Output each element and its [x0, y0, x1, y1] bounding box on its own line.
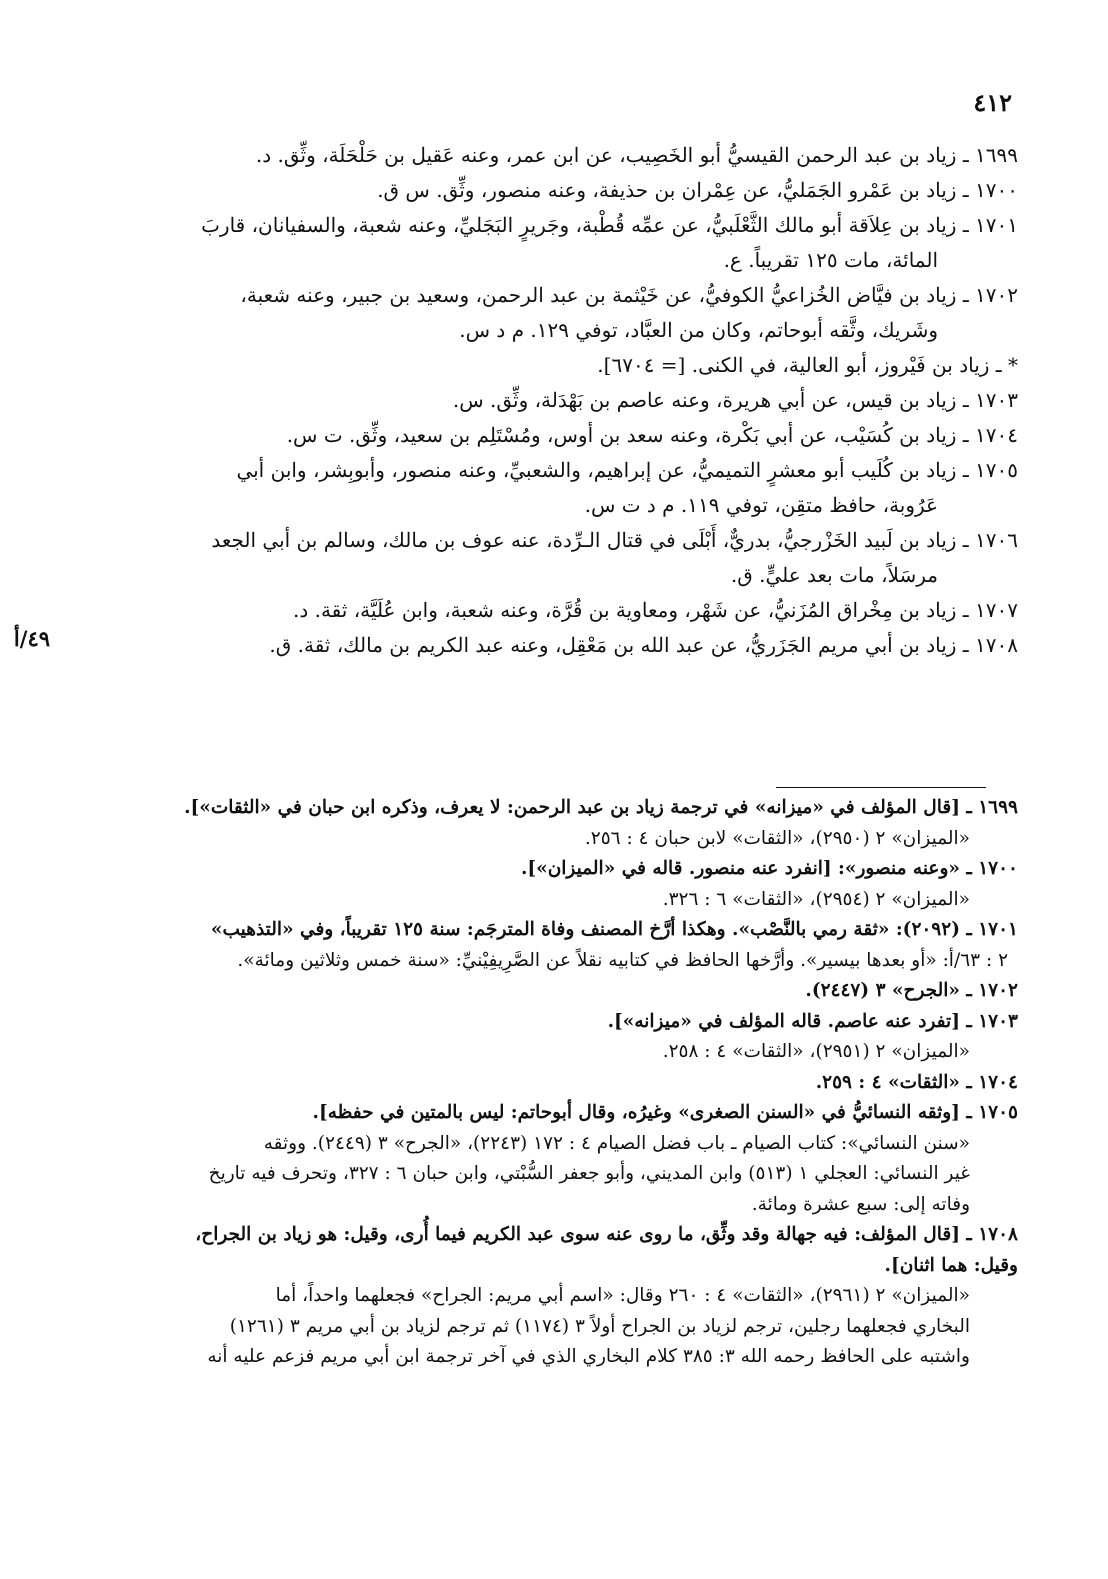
- footnote-continuation: ٢ : ٦٣/أ: «أو بعدها بيسير». وأرَّخها الحافظ في كتابيه نقلاً عن الصَّرِيفِيْنيِّ: «سنة خمس وثلاثين ومائة».: [237, 949, 1008, 971]
- footnote-reference: «الميزان» ٢ (٢٩٥١)، «الثقات» ٤ : ٢٥٨.: [662, 1041, 970, 1062]
- entry-line: ١٧٠٠ ـ زياد بن عَمْرو الجَمَليُّ، عن عِمْران بن حذيفة، وعنه منصور، وثِّق. س ق.: [377, 178, 1018, 202]
- footnote-reference: البخاري فجعلهما رجلين، ترجم لزياد بن الجراح أولاً ٣ (١١٧٤) ثم ترجم لزياد بن أبي مريم ٣ (١٢٦١): [229, 1315, 970, 1337]
- footnote-lead: ١٦٩٩ ـ [قال المؤلف في «ميزانه» في ترجمة زياد بن عبد الرحمن: لا يعرف، وذكره ابن حبان في «الثقات»].: [184, 797, 1018, 818]
- entry-line: * ـ زياد بن فَيْروز، أبو العالية، في الكنى. [= ٦٧٠٤].: [597, 353, 1018, 377]
- entry-line: ١٧٠١ ـ زياد بن عِلاَقة أبو مالك الثَّعْلَبيُّ، عن عمِّه قُطْبة، وجَريرٍ البَجَليِّ، وعنه شعبة، والسفيانان، قاربَ: [201, 213, 1018, 237]
- biography-entry: [28, 278, 1018, 348]
- footnote-lead: ١٧٠٣ ـ [تفرد عنه عاصم. قاله المؤلف في «ميزانه»].: [607, 1010, 1018, 1032]
- entry-line: ١٧٠٨ ـ زياد بن أبي مريم الجَزَريُّ، عن عبد الله بن مَعْقِل، وعنه عبد الكريم بن مالك، ثقة. ق.: [269, 633, 1018, 657]
- entry-continuation: المائة، مات ١٢٥ تقريباً. ع.: [723, 248, 938, 272]
- footnote: [28, 1068, 1018, 1099]
- biography-entry: [28, 383, 1018, 418]
- entry-continuation: عَرُوبة، حافظ متقِن، توفي ١١٩. م د ت س.: [584, 493, 938, 517]
- footnote-reference: واشتبه على الحافظ رحمه الله ٣: ٣٨٥ كلام البخاري الذي في آخر ترجمة ابن أبي مريم فزعم عليه أنه: [207, 1346, 970, 1367]
- entry-line: ١٧٠٢ ـ زياد بن فيَّاض الخُزاعيُّ الكوفيُّ، عن خَيْثمة بن عبد الرحمن، وسعيد بن جبير، وعنه شعبة،: [240, 283, 1018, 307]
- entry-line: ١٧٠٣ ـ زياد بن قيس، عن أبي هريرة، وعنه عاصم بن بَهْدَلة، وثِّق. س.: [452, 388, 1018, 412]
- footnote-reference: «الميزان» ٢ (٢٩٥٤)، «الثقات» ٦ : ٣٢٦.: [662, 888, 970, 910]
- footnote-reference: «الميزان» ٢ (٢٩٥٠)، «الثقات» لابن حبان ٤ : ٢٥٦.: [584, 827, 970, 849]
- biography-entry: [28, 418, 1018, 453]
- biography-entry: [28, 138, 1018, 173]
- footnote: [28, 1098, 1018, 1220]
- biography-entry: [28, 453, 1018, 523]
- footnote-reference: غير النسائي: العجلي ١ (٥١٣) وابن المديني، وأبو جعفر السُّبْتي، وابن حبان ٦ : ٣٢٧، وتحرف فيه تاريخ: [208, 1163, 970, 1184]
- manuscript-folio-note: ٤٩/أ: [13, 626, 50, 651]
- biography-entry: [28, 628, 1018, 663]
- biography-entry: [28, 173, 1018, 208]
- footnote: [28, 1220, 1018, 1373]
- entry-line: ١٧٠٦ ـ زياد بن لَبيد الخَزْرجيُّ، بدريٌّ، أَبْلَى في قتال الـرِّدة، عنه عوف بن مالك، وسالم بن أبي الجعد: [211, 528, 1018, 552]
- footnote-lead: ١٧٠٢ ـ «الجرح» ٣ (٢٤٤٧).: [805, 980, 1018, 1001]
- footnote: [28, 854, 1018, 915]
- footnote: [28, 915, 1018, 976]
- footnote: [28, 976, 1018, 1007]
- footnote-lead: ١٧٠٤ ـ «الثقات» ٤ : ٢٥٩.: [815, 1071, 1018, 1093]
- footnote-reference: «سنن النسائي»: كتاب الصيام ـ باب فضل الصيام ٤ : ١٧٢ (٢٢٤٣)، «الجرح» ٣ (٢٤٤٩). ووثقه: [263, 1132, 970, 1154]
- entry-line: ١٧٠٤ ـ زياد بن كُسَيْب، عن أبي بَكْرة، وعنه سعد بن أوس، ومُسْتَلِم بن سعيد، وثِّق. ت س.: [286, 423, 1018, 447]
- entry-continuation: وشَريك، وثَّقه أبوحاتم، وكان من العبَّاد، توفي ١٢٩. م د س.: [459, 318, 938, 342]
- biography-entry: [28, 523, 1018, 593]
- biography-entry: [28, 593, 1018, 628]
- footnote: [28, 1007, 1018, 1068]
- entry-continuation: مرسَلاً، مات بعد عليٍّ. ق.: [730, 563, 938, 587]
- entry-line: ١٧٠٥ ـ زياد بن كُلَيب أبو معشرٍ التميميُّ، عن إبراهيم، والشعبيِّ، وعنه منصور، وأبوبِشر، وابن أبي: [236, 458, 1018, 482]
- footnote-lead: ١٧٠٥ ـ [وثقه النسائيُّ في «السنن الصغرى» وغيرُه، وقال أبوحاتم: ليس بالمتين في حفظه].: [312, 1102, 1018, 1123]
- footnote-reference: وفاته إلى: سبع عشرة ومائة.: [751, 1193, 970, 1215]
- footnote: [28, 793, 1018, 854]
- footnote-lead: ١٧٠٨ ـ [قال المؤلف: فيه جهالة وقد وثِّق، ما روى عنه سوى عبد الكريم فيما أُرى، وقيل: هو زياد بن الجراح،: [195, 1224, 1018, 1245]
- footnote-lead: ١٧٠١ ـ (٢٠٩٢): «ثقة رمي بالنَّصْب». وهكذا أرَّخ المصنف وفاة المترجَم: سنة ١٢٥ تقريباً، وفي «التذهيب»: [210, 919, 1018, 940]
- footnote-separator: [776, 787, 986, 788]
- main-entries: [28, 138, 1018, 663]
- biography-entry: [28, 208, 1018, 278]
- page-number: ٤١٢: [973, 88, 1012, 117]
- footnote-reference: «الميزان» ٢ (٢٩٦١)، «الثقات» ٤ : ٢٦٠ وقال: «اسم أبي مريم: الجراح» فجعلهما واحداً، أما: [275, 1285, 970, 1306]
- biography-entry: [28, 348, 1018, 383]
- entry-line: ١٧٠٧ ـ زياد بن مِخْراق المُزَنيُّ، عن شَهْر، ومعاوية بن قُرَّة، وعنه شعبة، وابن عُلَيَّة، ثقة. د.: [292, 598, 1018, 622]
- footnote-lead: ١٧٠٠ ـ «وعنه منصور»: [انفرد عنه منصور. قاله في «الميزان»].: [520, 858, 1018, 879]
- footnotes: [28, 793, 1018, 1373]
- footnote-lead-continuation: وقيل: هما اثنان].: [884, 1254, 1018, 1276]
- entry-line: ١٦٩٩ ـ زياد بن عبد الرحمن القيسيُّ أبو الخَصِيب، عن ابن عمر، وعنه عَقيل بن حَلْحَلَة، وثِّق. د.: [255, 143, 1018, 167]
